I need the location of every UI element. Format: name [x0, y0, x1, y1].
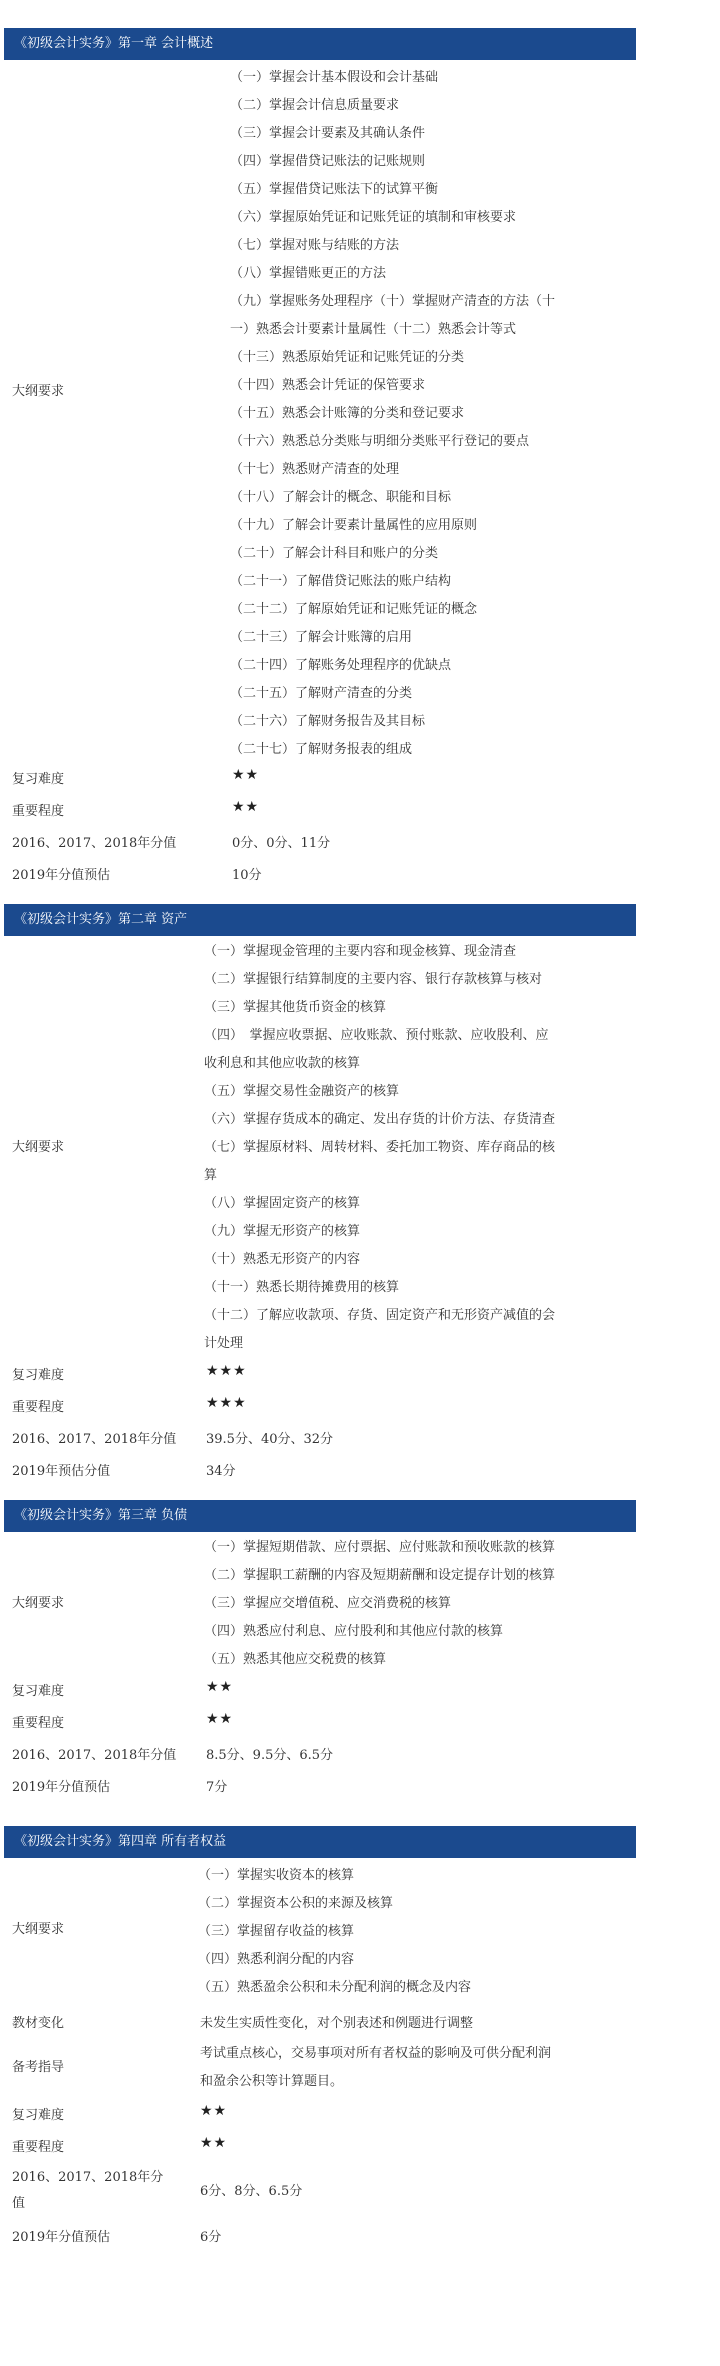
list-item: （一）掌握会计基本假设和会计基础 [230, 70, 439, 85]
forecast-value: 10分 [232, 868, 262, 883]
importance-stars: ★★ [232, 799, 260, 815]
list-item: （一）掌握实收资本的核算 [198, 1868, 355, 1883]
textbook-changes-value: 未发生实质性变化，对个别表述和例题进行调整 [200, 2016, 474, 2031]
list-item: （四）熟悉应付利息、应付股利和其他应付款的核算 [204, 1624, 504, 1639]
list-item: （十三）熟悉原始凭证和记账凭证的分类 [230, 350, 465, 365]
list-item: 收利息和其他应收款的核算 [204, 1056, 361, 1071]
list-item: （十）熟悉无形资产的内容 [204, 1252, 361, 1267]
list-item: （一）掌握现金管理的主要内容和现金核算、现金清查 [204, 944, 517, 959]
forecast-label: 2019年分值预估 [12, 2230, 111, 2245]
list-item: （六）掌握原始凭证和记账凭证的填制和审核要求 [230, 210, 517, 225]
list-item: 算 [204, 1168, 218, 1183]
review-difficulty-label: 复习难度 [12, 772, 65, 787]
list-item: （九）掌握无形资产的核算 [204, 1224, 361, 1239]
past-scores-label: 2016、2017、2018年分 [12, 2170, 164, 2185]
list-item: （十六）熟悉总分类账与明细分类账平行登记的要点 [230, 434, 530, 449]
past-scores-value: 6分、8分、6.5分 [200, 2184, 303, 2199]
past-scores-label: 2016、2017、2018年分值 [12, 1748, 177, 1763]
list-item: （十一）熟悉长期待摊费用的核算 [204, 1280, 400, 1295]
list-item: （二十七）了解财务报表的组成 [230, 742, 413, 757]
list-item: （五）熟悉其他应交税费的核算 [204, 1652, 387, 1667]
list-item: （二）掌握会计信息质量要求 [230, 98, 400, 113]
review-difficulty-label: 复习难度 [12, 1684, 65, 1699]
list-item: （三）掌握其他货币资金的核算 [204, 1000, 387, 1015]
list-item: （二十）了解会计科目和账户的分类 [230, 546, 439, 561]
chapter-1-header: 《初级会计实务》第一章 会计概述 [4, 28, 636, 60]
chapter-2-header: 《初级会计实务》第二章 资产 [4, 904, 636, 936]
list-item: （七）掌握对账与结账的方法 [230, 238, 400, 253]
list-item: （二）掌握资本公积的来源及核算 [198, 1896, 394, 1911]
chapter-3-header: 《初级会计实务》第三章 负债 [4, 1500, 636, 1532]
study-guide-label: 备考指导 [12, 2060, 65, 2075]
past-scores-value: 0分、0分、11分 [232, 836, 331, 851]
forecast-value: 6分 [200, 2230, 222, 2245]
forecast-value: 7分 [206, 1780, 228, 1795]
list-item: （七）掌握原材料、周转材料、委托加工物资、库存商品的核 [204, 1140, 556, 1155]
importance-label: 重要程度 [12, 804, 65, 819]
past-scores-label: 2016、2017、2018年分值 [12, 836, 177, 851]
forecast-value: 34分 [206, 1464, 236, 1479]
list-item: （二）掌握银行结算制度的主要内容、银行存款核算与核对 [204, 972, 543, 987]
list-item: 计处理 [204, 1336, 244, 1351]
past-scores-value: 39.5分、40分、32分 [206, 1432, 334, 1447]
chapter-4-syllabus-label: 大纲要求 [12, 1922, 65, 1937]
list-item: （二十三）了解会计账簿的启用 [230, 630, 413, 645]
review-difficulty-label: 复习难度 [12, 1368, 65, 1383]
chapter-4-section [4, 1826, 636, 2245]
forecast-label: 2019年预估分值 [12, 1464, 111, 1479]
list-item: （二十四）了解账务处理程序的优缺点 [230, 658, 452, 673]
importance-stars: ★★ [200, 2135, 228, 2151]
list-item: （四） 掌握应收票据、应收账款、预付账款、应收股利、应 [204, 1028, 549, 1043]
list-item: （五）掌握借贷记账法下的试算平衡 [230, 182, 439, 197]
list-item: 一）熟悉会计要素计量属性（十二）熟悉会计等式 [230, 322, 517, 337]
list-item: （八）掌握错账更正的方法 [230, 266, 387, 281]
list-item: （二十一）了解借贷记账法的账户结构 [230, 574, 452, 589]
review-difficulty-stars: ★★ [206, 1679, 234, 1695]
study-guide-value: 考试重点核心，交易事项对所有者权益的影响及可供分配利润 [200, 2046, 552, 2061]
chapter-2-section [4, 904, 636, 1479]
importance-stars: ★★ [206, 1711, 234, 1727]
past-scores-label-line2: 值 [12, 2196, 26, 2211]
past-scores-value: 8.5分、9.5分、6.5分 [206, 1748, 334, 1763]
list-item: （二十六）了解财务报告及其目标 [230, 714, 426, 729]
list-item: （五）掌握交易性金融资产的核算 [204, 1084, 400, 1099]
list-item: （九）掌握账务处理程序（十）掌握财产清查的方法（十 [230, 294, 556, 309]
chapter-3-section [4, 1500, 636, 1795]
textbook-changes-label: 教材变化 [12, 2016, 65, 2031]
past-scores-label: 2016、2017、2018年分值 [12, 1432, 177, 1447]
chapter-3-syllabus-label: 大纲要求 [12, 1596, 65, 1611]
chapter-2-syllabus-label: 大纲要求 [12, 1140, 65, 1155]
list-item: （三）掌握应交增值税、应交消费税的核算 [204, 1596, 452, 1611]
list-item: （五）熟悉盈余公积和未分配利润的概念及内容 [198, 1980, 472, 1995]
list-item: （十八）了解会计的概念、职能和目标 [230, 490, 452, 505]
list-item: （十二）了解应收款项、存货、固定资产和无形资产减值的会 [204, 1308, 556, 1323]
list-item: （一）掌握短期借款、应付票据、应付账款和预收账款的核算 [204, 1540, 556, 1555]
importance-stars: ★★★ [206, 1395, 247, 1411]
importance-label: 重要程度 [12, 1716, 65, 1731]
forecast-label: 2019年分值预估 [12, 1780, 111, 1795]
list-item: （四）熟悉利润分配的内容 [198, 1952, 355, 1967]
list-item: （二）掌握职工薪酬的内容及短期薪酬和设定提存计划的核算 [204, 1568, 556, 1583]
forecast-label: 2019年分值预估 [12, 868, 111, 883]
review-difficulty-stars: ★★ [232, 767, 260, 783]
review-difficulty-stars: ★★ [200, 2103, 228, 2119]
list-item: （十五）熟悉会计账簿的分类和登记要求 [230, 406, 465, 421]
list-item: （三）掌握留存收益的核算 [198, 1924, 355, 1939]
chapter-1-section [4, 28, 636, 883]
list-item: （十七）熟悉财产清查的处理 [230, 462, 400, 477]
list-item: （二十五）了解财产清查的分类 [230, 686, 413, 701]
list-item: （十四）熟悉会计凭证的保管要求 [230, 378, 426, 393]
list-item: （十九）了解会计要素计量属性的应用原则 [230, 518, 478, 533]
chapter-4-header: 《初级会计实务》第四章 所有者权益 [4, 1826, 636, 1858]
list-item: （四）掌握借贷记账法的记账规则 [230, 154, 426, 169]
chapter-1-syllabus-label: 大纲要求 [12, 384, 65, 399]
list-item: （八）掌握固定资产的核算 [204, 1196, 361, 1211]
list-item: （二十二）了解原始凭证和记账凭证的概念 [230, 602, 478, 617]
list-item: （六）掌握存货成本的确定、发出存货的计价方法、存货清查 [204, 1112, 556, 1127]
study-guide-value-line2: 和盈余公积等计算题目。 [200, 2074, 344, 2089]
importance-label: 重要程度 [12, 1400, 65, 1415]
importance-label: 重要程度 [12, 2140, 65, 2155]
list-item: （三）掌握会计要素及其确认条件 [230, 126, 426, 141]
review-difficulty-stars: ★★★ [206, 1363, 247, 1379]
review-difficulty-label: 复习难度 [12, 2108, 65, 2123]
